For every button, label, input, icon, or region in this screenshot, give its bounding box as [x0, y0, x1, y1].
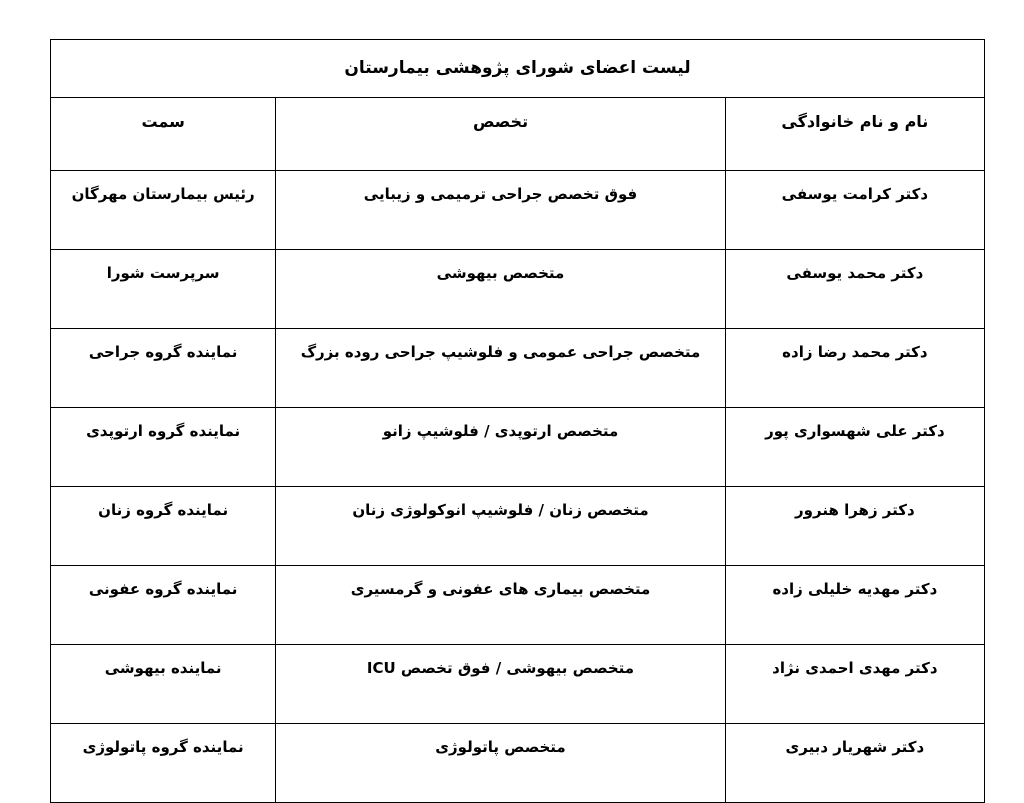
member-specialty: متخصص بیماری های عفونی و گرمسیری	[276, 566, 725, 645]
member-specialty: متخصص پاتولوژی	[276, 724, 725, 803]
member-position: نماینده گروه پاتولوژی	[51, 724, 276, 803]
header-row	[51, 98, 985, 171]
header-name: نام و نام خانوادگی	[725, 98, 984, 171]
table-body	[51, 40, 985, 803]
member-specialty: متخصص جراحی عمومی و فلوشیپ جراحی روده بزرگ	[276, 329, 725, 408]
table-row	[51, 645, 985, 724]
table-row	[51, 487, 985, 566]
member-name: دکتر شهریار دبیری	[725, 724, 984, 803]
table-row	[51, 250, 985, 329]
member-name: دکتر کرامت یوسفی	[725, 171, 984, 250]
member-position: نماینده گروه زنان	[51, 487, 276, 566]
table-row	[51, 566, 985, 645]
member-name: دکتر علی شهسواری پور	[725, 408, 984, 487]
member-position: نماینده گروه جراحی	[51, 329, 276, 408]
member-position: نماینده بیهوشی	[51, 645, 276, 724]
member-specialty: متخصص زنان / فلوشیپ انوکولوژی زنان	[276, 487, 725, 566]
member-name: دکتر محمد رضا زاده	[725, 329, 984, 408]
member-specialty: متخصص بیهوشی	[276, 250, 725, 329]
council-members-table	[50, 39, 985, 803]
member-position: نماینده گروه عفونی	[51, 566, 276, 645]
table-row	[51, 329, 985, 408]
table-title: لیست اعضای شورای پژوهشی بیمارستان	[51, 40, 985, 98]
member-name: دکتر زهرا هنرور	[725, 487, 984, 566]
member-name: دکتر محمد یوسفی	[725, 250, 984, 329]
header-specialty: تخصص	[276, 98, 725, 171]
table-row	[51, 171, 985, 250]
member-name: دکتر مهدیه خلیلی زاده	[725, 566, 984, 645]
table-row	[51, 724, 985, 803]
member-position: رئیس بیمارستان مهرگان	[51, 171, 276, 250]
member-specialty: متخصص بیهوشی / فوق تخصص ICU	[276, 645, 725, 724]
member-position: سرپرست شورا	[51, 250, 276, 329]
member-name: دکتر مهدی احمدی نژاد	[725, 645, 984, 724]
header-position: سمت	[51, 98, 276, 171]
title-row	[51, 40, 985, 98]
member-position: نماینده گروه ارتوپدی	[51, 408, 276, 487]
member-specialty: متخصص ارتوپدی / فلوشیپ زانو	[276, 408, 725, 487]
member-specialty: فوق تخصص جراحی ترمیمی و زیبایی	[276, 171, 725, 250]
table-row	[51, 408, 985, 487]
